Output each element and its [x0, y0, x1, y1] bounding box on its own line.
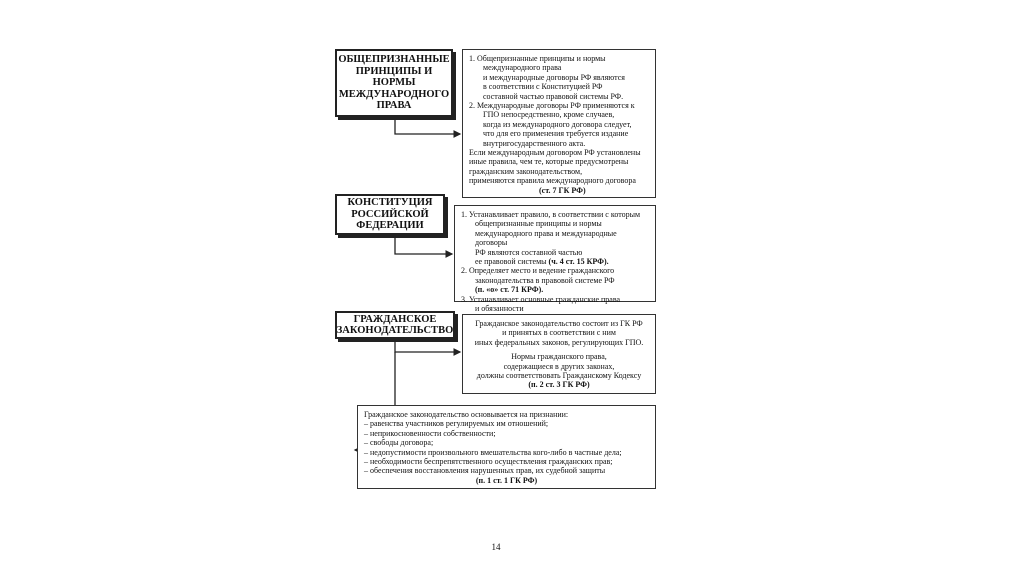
- desc-constitution: [454, 205, 656, 314]
- text-line: Нормы гражданского права,: [511, 352, 607, 362]
- list-item: – неприкосновенности собственности;: [364, 428, 496, 438]
- desc-civil-legislation: [462, 314, 656, 394]
- legal-reference: (ст. 7 ГК РФ): [539, 185, 586, 195]
- text-line: и принятых в соответствии с ним: [502, 328, 616, 338]
- list-item: – необходимости беспрепятственного осуществления гражданских прав;: [364, 457, 613, 467]
- title-international-law-text: ОБЩЕПРИЗНАННЫЕ ПРИНЦИПЫ И НОРМЫ МЕЖДУНАРОДНОГО ПРАВА: [338, 54, 450, 112]
- title-constitution: [335, 194, 445, 235]
- text-line: ее правовой системы: [475, 257, 547, 267]
- text-line: внутригосударственного акта.: [483, 138, 586, 148]
- text-line: 3. Устанавливает основные гражданские права: [461, 294, 621, 304]
- text-line: 2. Международные договоры РФ применяются к: [469, 101, 635, 111]
- text-line: 1. Устанавливает правило, в соответствии с которым: [461, 210, 641, 219]
- title-international-law: [335, 49, 453, 117]
- text-line: должны соответствовать Гражданскому Кодексу: [476, 371, 642, 381]
- text-line: общепризнанные принципы и нормы: [475, 219, 602, 229]
- text-line: в соответствии с Конституцией РФ: [483, 82, 603, 92]
- text-line: ГПО непосредственно, кроме случаев,: [483, 110, 615, 120]
- text-line: 1. Общепризнанные принципы и нормы: [469, 54, 606, 63]
- title-constitution-text: КОНСТИТУЦИЯ РОССИЙСКОЙ ФЕДЕРАЦИИ: [347, 197, 433, 232]
- text-line: международного права и международные договоры: [475, 228, 617, 248]
- page-number: 14: [491, 542, 501, 552]
- text-line: иных федеральных законов, регулирующих ГПО.: [474, 337, 644, 347]
- text-line: и обязанности: [475, 304, 524, 314]
- text-line: Если международным договором РФ установлены: [469, 148, 641, 158]
- text-line: Гражданское законодательство основывается на признании:: [364, 410, 569, 419]
- text-line: когда из международного договора следует,: [483, 119, 632, 129]
- title-civil-legislation-text: ГРАЖДАНСКОЕ ЗАКОНОДАТЕЛЬСТВО: [336, 313, 454, 336]
- legal-reference: (п. 2 ст. 3 ГК РФ): [528, 380, 590, 390]
- list-item: – равенства участников регулируемых им отношений;: [364, 419, 549, 429]
- list-item: – свободы договора;: [364, 438, 434, 448]
- title-civil-legislation: [335, 311, 455, 339]
- text-line: международного права: [483, 63, 562, 73]
- text-line: Гражданское законодательство состоит из ГК РФ: [475, 319, 643, 328]
- text-line: и международные договоры РФ являются: [483, 72, 625, 82]
- list-item: – недопустимости произвольного вмешательства кого-либо в частные дела;: [364, 447, 622, 457]
- text-line: 2. Определяет место и ведение гражданского: [461, 266, 615, 276]
- legal-reference: (п. «о» ст. 71 КРФ).: [475, 285, 544, 295]
- text-line: применяются правила международного договора: [469, 176, 636, 186]
- foundation-principles-box: [357, 405, 656, 489]
- list-item: – обеспечения восстановления нарушенных прав, их судебной защиты: [364, 466, 606, 476]
- legal-reference: (п. 1 ст. 1 ГК РФ): [475, 475, 538, 485]
- desc-international-law: [462, 49, 656, 198]
- text-line: РФ являются составной частью: [475, 247, 583, 257]
- text-line: составной частью правовой системы РФ.: [483, 91, 624, 101]
- text-line: иные правила, чем те, которые предусмотрены: [469, 157, 629, 167]
- text-line: гражданским законодательством,: [469, 166, 583, 176]
- legal-reference: (ч. 4 ст. 15 КРФ).: [548, 257, 609, 267]
- text-line: что для его применения требуется издание: [483, 129, 629, 139]
- text-line: законодательства в правовой системе РФ: [475, 275, 615, 285]
- text-line: содержащиеся в других законах,: [503, 361, 615, 371]
